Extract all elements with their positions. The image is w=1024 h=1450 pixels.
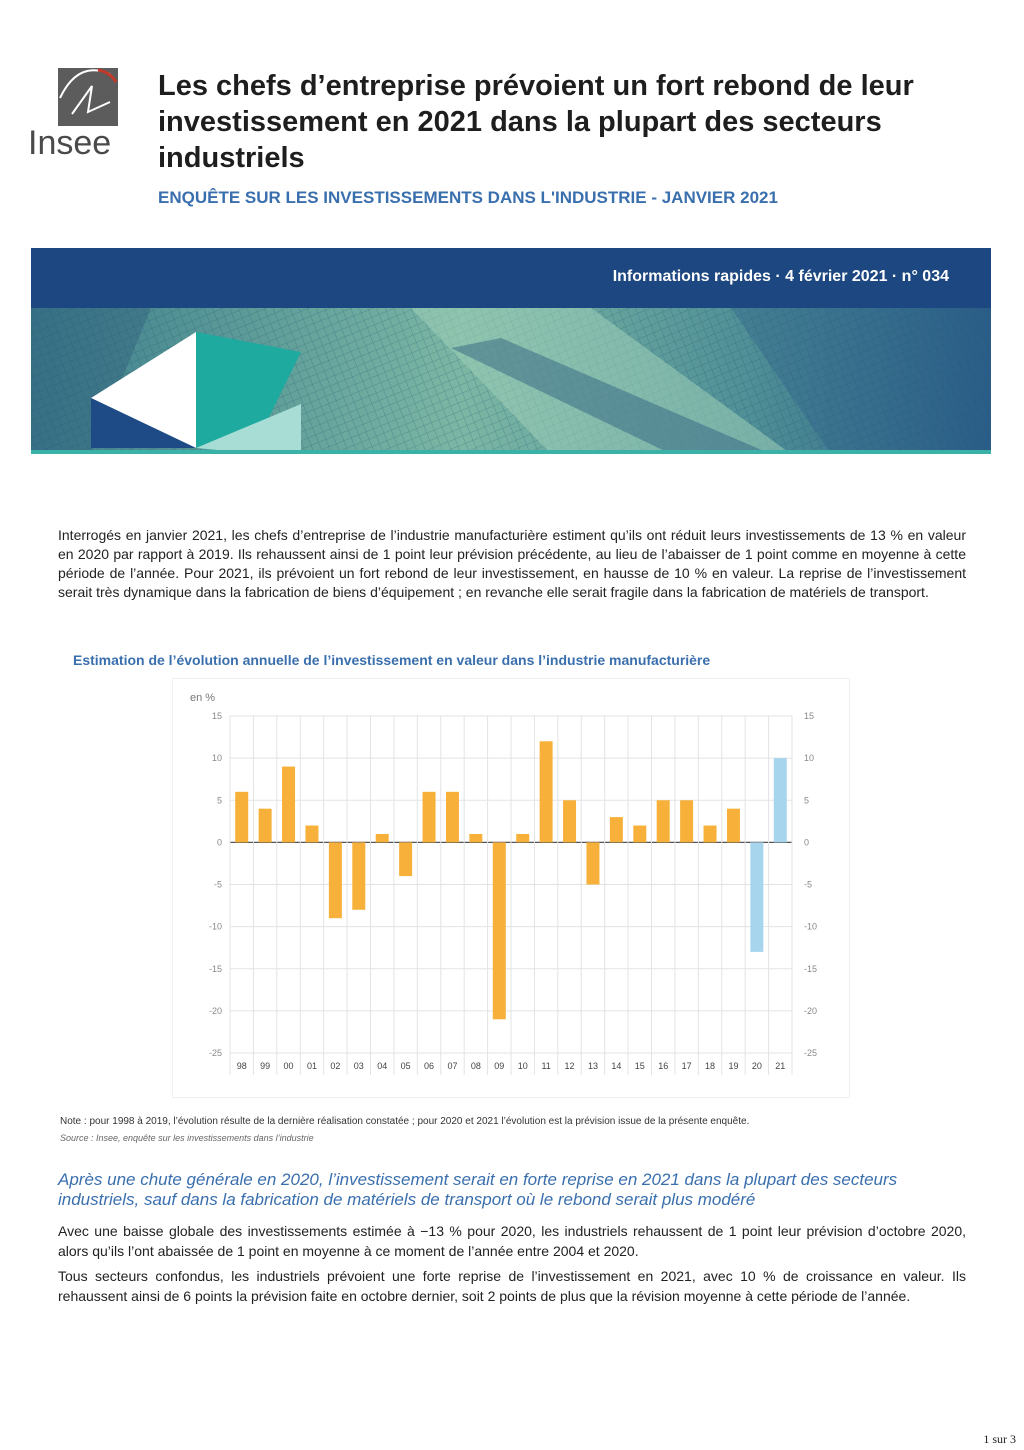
bar-03 [352,842,365,909]
x-tick-label: 06 [424,1061,435,1071]
x-tick-label: 13 [587,1061,598,1071]
x-tick-label: 16 [658,1061,669,1071]
y-tick-label-left: -5 [213,879,222,890]
y-tick-label-left: -20 [208,1005,222,1016]
x-tick-label: 99 [260,1061,271,1071]
intro-paragraph: Interrogés en janvier 2021, les chefs d’entreprise de l’industrie manufacturière estiment qu’ils ont réduit leurs investissements de 13 % en valeur en 2020 par rapport à 2019. Ils rehaussent ainsi de 1 point leur prévision précédente, au lieu de l’abaisser de 1 point comme en moyenne à cette période de l’année. Pour 2021, ils prévoient un fort rebond de leur investissement, en hausse de 10 % en valeur. La reprise de l’investissement serait très dynamique dans la fabrication de biens d’équipement ; en revanche elle serait fragile dans la fabrication de matériels de transport. [58,527,966,600]
insee-logo [28,66,128,166]
x-tick-label: 03 [353,1061,364,1071]
section-heading: Après une chute générale en 2020, l’investissement serait en forte reprise en 2021 dans la plupart des secteurs industriels, sauf dans la fabrication de matériels de transport où le rebond serait plus modéré [58,1170,898,1209]
y-tick-label-right: 15 [804,711,815,721]
banner-photo [31,308,991,454]
y-tick-label-right: 5 [804,795,810,806]
chart-source: Source : Insee, enquête sur les investissements dans l’industrie [60,1133,314,1143]
bar-18 [704,826,717,843]
x-tick-label: 01 [306,1061,317,1071]
body-paragraph: Avec une baisse globale des investissements estimée à −13 % pour 2020, les industriels rehaussent de 1 point leur prévision d’octobre 2020, alors qu’ils l’ont abaissée de 1 point en moyenne à ce moment de l’année entre 2004 et 2020. [58,1223,966,1259]
x-tick-label: 09 [494,1061,505,1071]
page-number: 1 sur 3 [983,1432,1016,1446]
y-tick-label-left: 0 [216,837,222,848]
y-tick-label-right: -20 [804,1005,818,1016]
bar-11 [540,741,553,842]
bar-04 [376,834,389,842]
bar-17 [680,800,693,842]
bar-21 [774,758,787,842]
x-tick-label: 98 [236,1061,247,1071]
x-tick-label: 10 [517,1061,528,1071]
bar-15 [633,826,646,843]
page-subtitle: ENQUÊTE SUR LES INVESTISSEMENTS DANS L'INDUSTRIE - JANVIER 2021 [158,188,778,207]
x-tick-label: 19 [728,1061,739,1071]
y-tick-label-right: 0 [804,837,810,848]
bar-12 [563,800,576,842]
bar-99 [259,809,272,843]
header-banner [31,248,991,454]
x-tick-label: 12 [564,1061,575,1071]
page-title: Les chefs d’entreprise prévoient un fort rebond de leur investissement en 2021 dans la plupart des secteurs industriels [158,70,914,174]
body-paragraph: Tous secteurs confondus, les industriels prévoient une forte reprise de l’investissement en 2021, avec 10 % de croissance en valeur. Ils rehaussent ainsi de 6 points la prévision faite en octobre dernier, soit 2 points de plus que la révision moyenne à cette période de l’année. [58,1268,966,1304]
x-tick-label: 17 [681,1061,692,1071]
bar-06 [423,792,436,843]
x-tick-label: 20 [751,1061,762,1071]
banner-accent-line [31,450,991,454]
chart-note: Note : pour 1998 à 2019, l’évolution résulte de la dernière réalisation constatée ; pour 2020 et 2021 l’évolution est la prévision issue de la présente enquête. [60,1116,750,1127]
x-tick-label: 14 [611,1061,622,1071]
x-tick-label: 21 [775,1061,786,1071]
bar-08 [469,834,482,842]
y-tick-label-left: -10 [208,921,222,932]
bar-01 [305,826,318,843]
x-tick-label: 05 [400,1061,411,1071]
y-tick-label-right: -10 [804,921,818,932]
x-tick-label: 00 [283,1061,294,1071]
publication-info: Informations rapides · 4 février 2021 · n° 034 [612,268,949,285]
bar-02 [329,842,342,918]
y-tick-label-right: -15 [804,963,818,974]
insee-logo-mark-icon [58,68,118,126]
y-axis-label: en % [190,692,216,704]
bar-05 [399,842,412,876]
bar-13 [586,842,599,884]
y-tick-label-right: -5 [804,879,813,890]
y-tick-label-left: 5 [216,795,222,806]
bar-chart [172,678,848,1096]
x-tick-label: 02 [330,1061,341,1071]
bar-10 [516,834,529,842]
bar-00 [282,767,295,843]
x-tick-label: 11 [541,1061,551,1071]
y-tick-label-left: 10 [211,753,222,764]
y-tick-label-right: 10 [804,753,815,764]
x-tick-label: 08 [470,1061,481,1071]
insee-wordmark: Insee [28,124,112,162]
x-tick-label: 18 [705,1061,716,1071]
y-tick-label-left: -25 [208,1048,222,1058]
x-tick-label: 04 [377,1061,388,1071]
x-tick-label: 15 [634,1061,645,1071]
y-tick-label-left: 15 [211,711,222,721]
bar-20 [750,842,763,952]
bar-14 [610,817,623,842]
y-tick-label-right: -25 [804,1048,818,1058]
bar-19 [727,809,740,843]
bar-98 [235,792,248,843]
x-tick-label: 07 [447,1061,458,1071]
bar-16 [657,800,670,842]
bar-07 [446,792,459,843]
bar-09 [493,842,506,1019]
y-tick-label-left: -15 [208,963,222,974]
chart-title: Estimation de l’évolution annuelle de l’investissement en valeur dans l’industrie manufacturière [73,652,711,668]
